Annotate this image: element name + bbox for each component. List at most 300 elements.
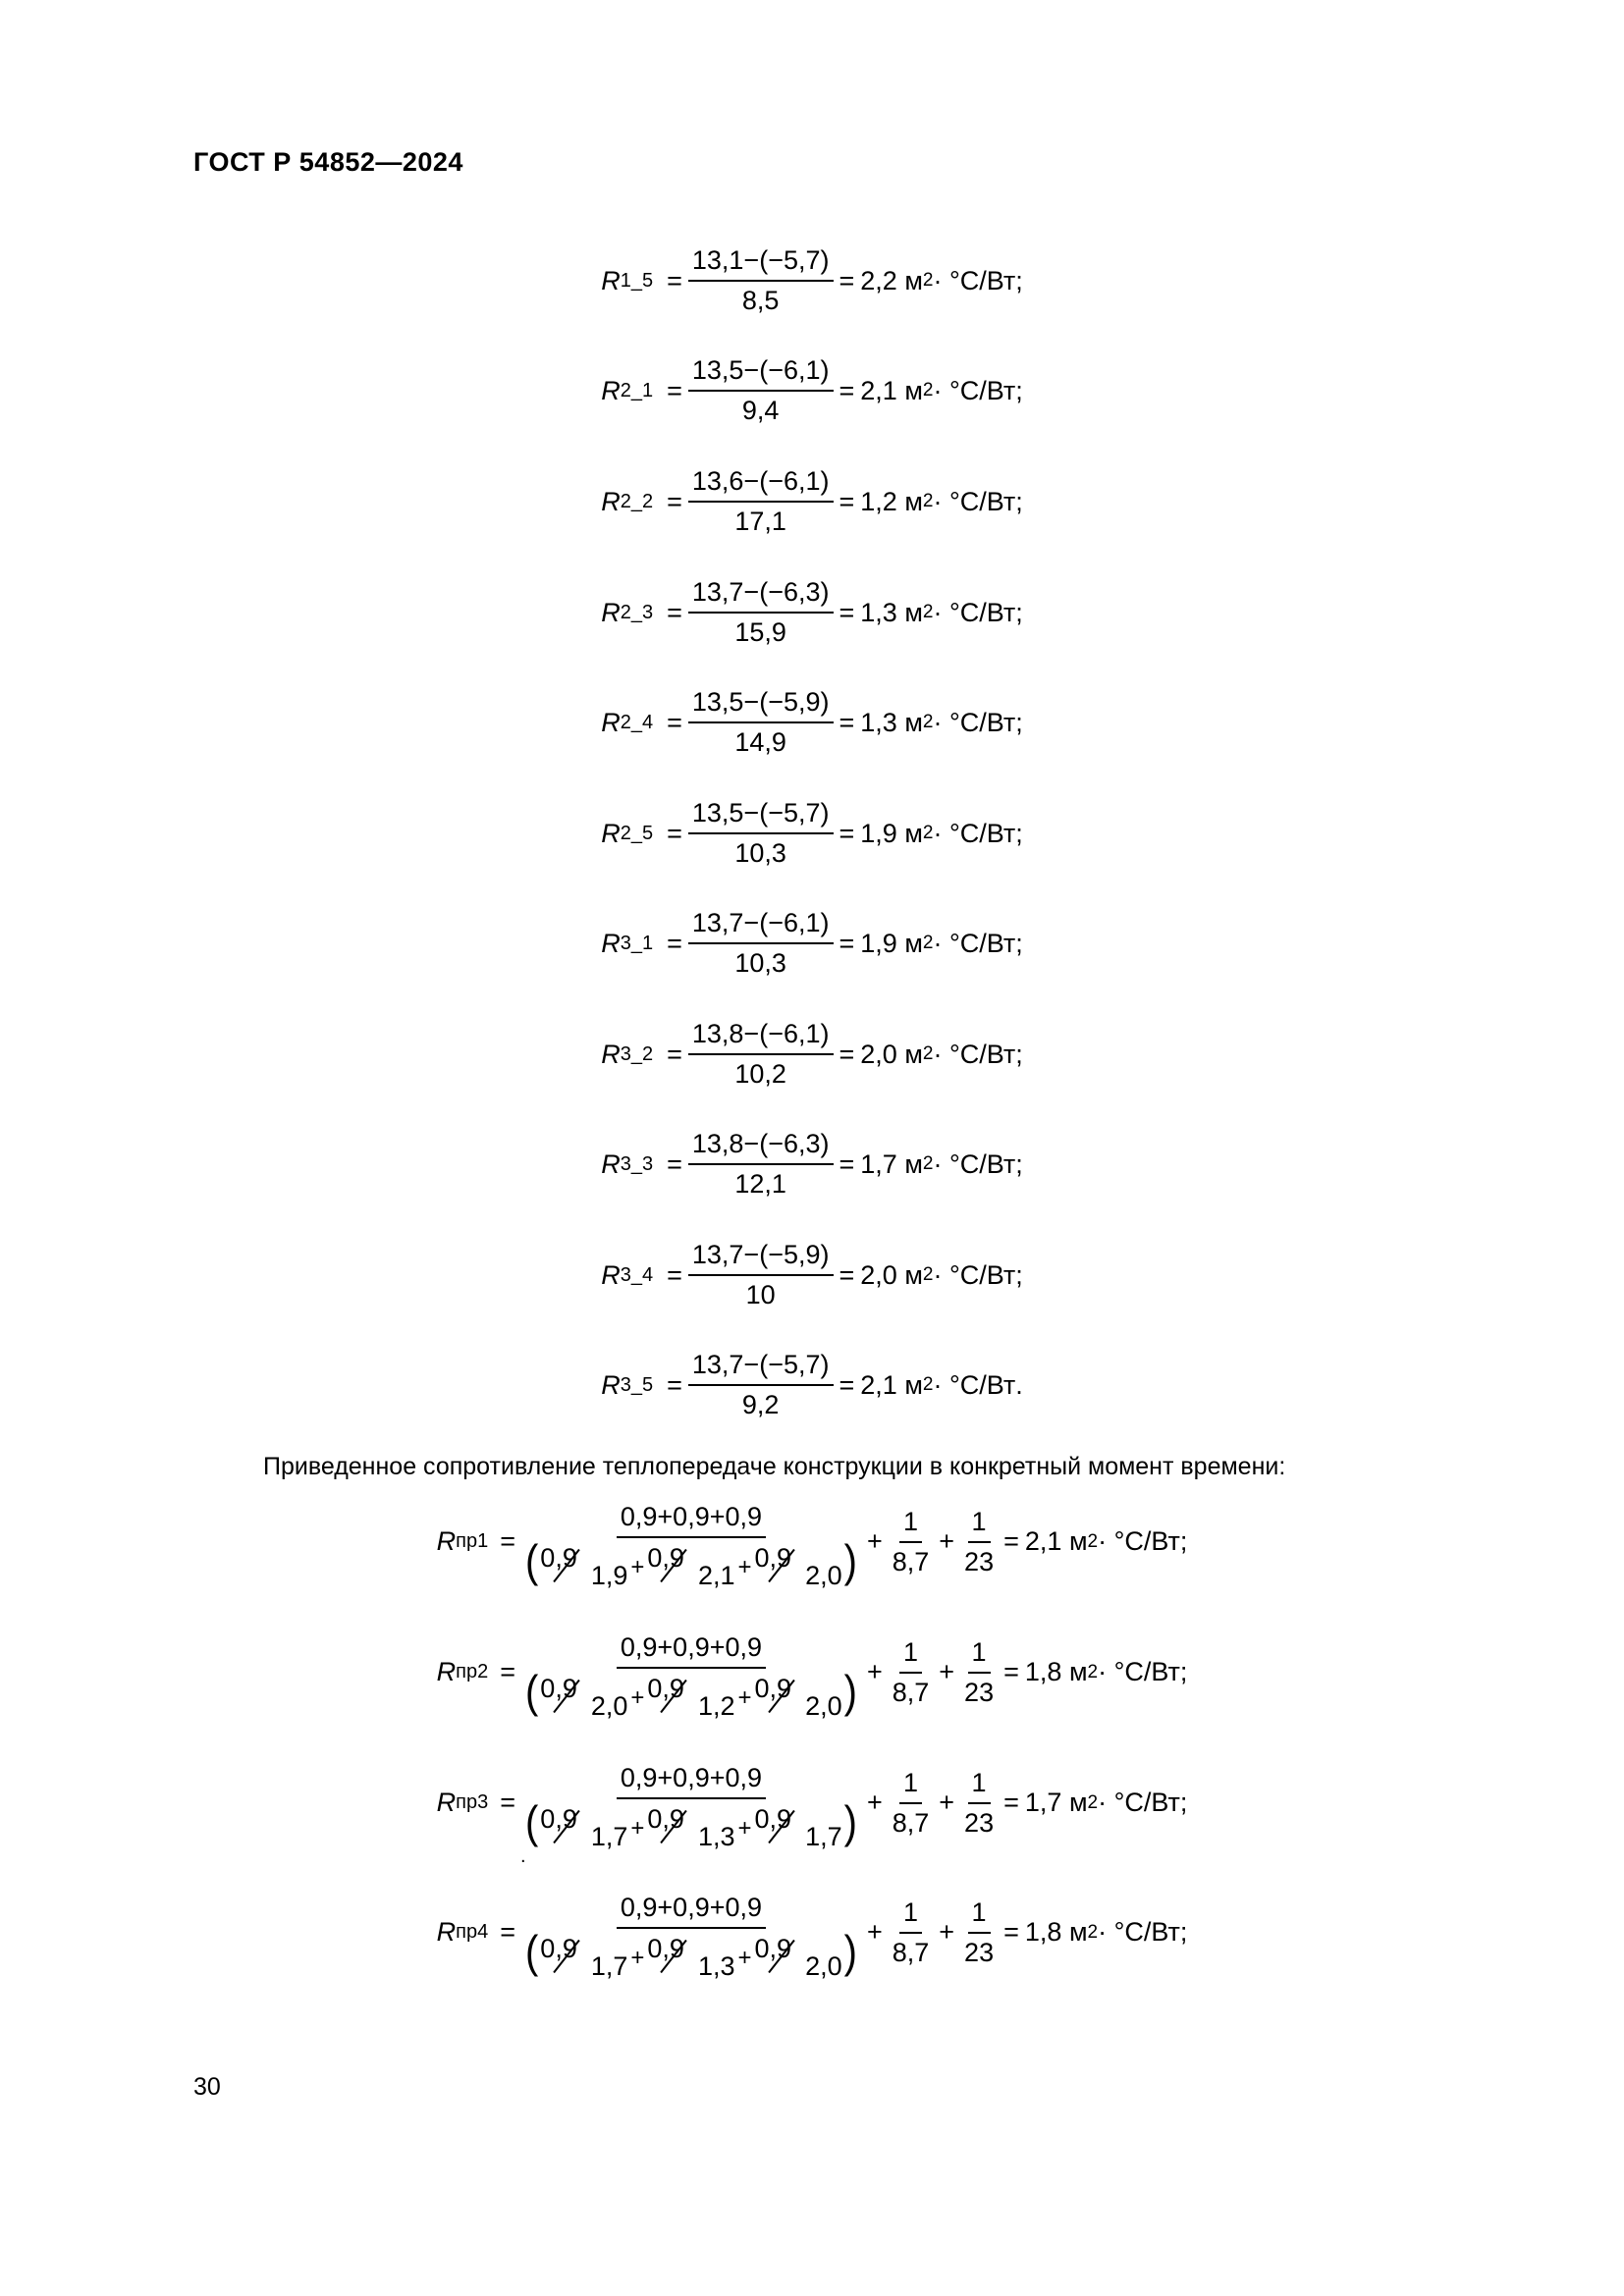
outer-temp: (−6,1) — [759, 466, 830, 496]
unit — [904, 929, 1015, 959]
unit-suffix: · °С/Вт — [933, 1039, 1016, 1069]
unit-suffix: · °С/Вт — [933, 597, 1016, 627]
unit-prefix: м — [904, 375, 923, 405]
equation-row — [0, 1019, 1624, 1090]
slash-denominator: 1,7 — [590, 1822, 628, 1851]
minus-sign: − — [743, 687, 760, 717]
fraction-numerator: 1 — [899, 1507, 922, 1543]
equation-row — [0, 355, 1624, 426]
equals-sign: = — [667, 928, 682, 958]
denominator: 9,4 — [741, 396, 780, 425]
numerator — [688, 798, 834, 834]
terminator: ; — [1015, 707, 1023, 737]
unit-suffix: · °С/Вт — [933, 265, 1016, 295]
r-subscript: пр2 — [456, 1661, 489, 1682]
unit-suffix: · °С/Вт — [933, 1369, 1016, 1400]
fraction-numerator: 1 — [968, 1507, 991, 1543]
r-subscript: пр3 — [456, 1791, 489, 1813]
minus-sign: − — [743, 466, 760, 496]
fraction — [688, 798, 834, 869]
slash-numerator: 0,9 — [754, 1543, 792, 1573]
equals-sign: = — [839, 1369, 855, 1400]
equals-sign: = — [667, 1259, 682, 1290]
terminator: ; — [1015, 1148, 1023, 1179]
result-value: 2,1 — [1024, 1526, 1062, 1556]
numerator — [688, 1240, 834, 1276]
outer-temp: (−6,1) — [759, 1019, 830, 1048]
unit-prefix: м — [904, 597, 923, 627]
reduced-equation-row — [0, 1502, 1624, 1590]
fraction-denominator: 23 — [964, 1677, 995, 1707]
numerator — [688, 687, 834, 723]
result-value: 2,0 — [860, 1259, 897, 1290]
slash-fraction — [753, 1543, 844, 1590]
minus-sign: − — [743, 1240, 760, 1269]
unit — [904, 376, 1015, 406]
equation-lhs — [601, 266, 653, 296]
equals-sign: = — [839, 1259, 855, 1290]
equals-sign: = — [667, 707, 682, 737]
result-value: 1,9 — [860, 818, 897, 848]
unit-prefix: м — [904, 1039, 923, 1069]
plus-sign: + — [630, 1815, 645, 1842]
r-symbol: R — [436, 1526, 457, 1556]
unit-suffix: · °С/Вт — [1098, 1526, 1180, 1556]
r-subscript: 3_3 — [620, 1152, 654, 1175]
unit — [904, 1149, 1015, 1180]
equals-sign: = — [839, 486, 855, 516]
inner-temp: 13,7 — [691, 577, 744, 607]
terminator: ; — [1015, 597, 1023, 627]
terminator: ; — [1015, 1039, 1023, 1069]
result-value: 1,9 — [860, 928, 897, 958]
denominator: 10,2 — [734, 1059, 786, 1089]
r-subscript: 3_5 — [620, 1373, 654, 1396]
right-paren: ) — [843, 1797, 857, 1848]
plus-sign: + — [630, 1554, 645, 1580]
r-symbol: R — [436, 1917, 457, 1947]
result-value: 1,3 — [860, 597, 897, 627]
unit-exponent: 2 — [922, 1264, 934, 1285]
unit-suffix: · °С/Вт — [933, 928, 1016, 958]
r-subscript: 2_4 — [620, 711, 654, 733]
equals-sign: = — [839, 818, 855, 848]
terminator: ; — [1015, 486, 1023, 516]
spacer — [897, 487, 905, 517]
r-symbol: R — [601, 486, 621, 516]
result-value: 1,7 — [860, 1148, 897, 1179]
plus-sign: + — [939, 1788, 955, 1817]
main-fraction — [521, 1763, 861, 1851]
unit-exponent: 2 — [1087, 1921, 1099, 1943]
equation-lhs — [601, 1370, 653, 1401]
denominator: 12,1 — [734, 1169, 786, 1199]
unit — [904, 1040, 1015, 1070]
left-paren: ( — [524, 1927, 539, 1978]
outer-temp: (−6,1) — [759, 908, 830, 937]
outer-surface-fraction — [960, 1768, 998, 1839]
slash-numerator: 0,9 — [647, 1804, 684, 1834]
unit — [1069, 1526, 1180, 1557]
fraction — [688, 1129, 834, 1200]
unit-prefix: м — [1068, 1788, 1088, 1817]
fraction — [688, 245, 834, 316]
r-symbol: R — [601, 1259, 621, 1290]
fraction-denominator: 8,7 — [892, 1546, 930, 1576]
fraction — [688, 1019, 834, 1090]
r-symbol: R — [601, 818, 621, 848]
equation-row — [0, 1129, 1624, 1200]
unit — [1069, 1917, 1180, 1948]
equation-row — [0, 908, 1624, 979]
slash-fraction — [753, 1804, 844, 1851]
reduced-equation-row — [0, 1632, 1624, 1721]
outer-temp: (−5,7) — [759, 798, 830, 828]
spacer — [897, 708, 905, 738]
minus-sign: − — [743, 245, 760, 275]
plus-sign: + — [939, 1657, 955, 1686]
inner-temp: 13,5 — [691, 687, 744, 717]
r-subscript: 2_5 — [620, 822, 654, 844]
outer-temp: (−6,1) — [759, 355, 830, 385]
outer-surface-fraction — [960, 1507, 998, 1577]
denominator: 14,9 — [734, 727, 786, 757]
equation-row — [0, 245, 1624, 316]
inner-temp: 13,7 — [691, 1350, 744, 1379]
equals-sign: = — [667, 375, 682, 405]
slash-denominator: 2,0 — [805, 1691, 842, 1721]
unit-exponent: 2 — [1087, 1791, 1099, 1813]
unit — [904, 266, 1015, 296]
unit — [904, 487, 1015, 517]
equals-sign: = — [1003, 1657, 1019, 1686]
slash-fraction — [645, 1804, 736, 1851]
spacer — [897, 1040, 905, 1070]
denominator: 17,1 — [734, 507, 786, 536]
unit-suffix: · °С/Вт — [1098, 1788, 1180, 1817]
slash-denominator: 1,3 — [697, 1951, 735, 1981]
result-value: 1,8 — [1024, 1657, 1062, 1686]
result-value: 2,1 — [860, 1369, 897, 1400]
equals-sign: = — [839, 1039, 855, 1069]
plus-sign: + — [630, 1684, 645, 1711]
fraction — [688, 687, 834, 758]
left-paren: ( — [524, 1667, 539, 1718]
terminator: ; — [1015, 928, 1023, 958]
fraction — [688, 466, 834, 537]
inner-temp: 13,7 — [691, 1240, 744, 1269]
plus-sign: + — [866, 1657, 883, 1686]
main-denominator — [521, 1536, 861, 1590]
unit-suffix: · °С/Вт — [933, 375, 1016, 405]
main-fraction — [521, 1502, 861, 1590]
unit — [1069, 1657, 1180, 1687]
slash-denominator: 2,0 — [805, 1561, 842, 1590]
r-subscript: пр4 — [456, 1921, 489, 1943]
plus-sign: + — [939, 1526, 955, 1556]
r-subscript: 2_2 — [620, 490, 654, 512]
unit-suffix: · °С/Вт — [1098, 1917, 1180, 1947]
r-symbol: R — [436, 1657, 457, 1686]
unit-suffix: · °С/Вт — [933, 486, 1016, 516]
reduced-equation-row — [0, 1763, 1624, 1851]
document-header: ГОСТ Р 54852—2024 — [193, 147, 463, 177]
reduced-equation-row — [0, 1893, 1624, 1981]
outer-temp: (−5,7) — [759, 245, 830, 275]
equation-lhs — [601, 1040, 653, 1070]
terminator: ; — [1179, 1788, 1188, 1817]
minus-sign: − — [743, 798, 760, 828]
plus-sign: + — [737, 1815, 752, 1842]
slash-fraction — [645, 1674, 736, 1721]
unit — [904, 1370, 1015, 1401]
equation-row — [0, 798, 1624, 869]
terminator: ; — [1179, 1657, 1188, 1686]
unit — [904, 598, 1015, 628]
fraction-denominator: 23 — [964, 1937, 995, 1967]
result-value: 2,2 — [860, 265, 897, 295]
spacer — [1061, 1657, 1069, 1687]
equals-sign: = — [500, 1526, 515, 1556]
terminator: ; — [1179, 1917, 1188, 1947]
fraction — [688, 1350, 834, 1420]
unit-exponent: 2 — [922, 1153, 934, 1174]
inner-temp: 13,8 — [691, 1019, 744, 1048]
slash-numerator: 0,9 — [647, 1934, 684, 1963]
equation-lhs — [601, 1149, 653, 1180]
unit-exponent: 2 — [922, 823, 934, 843]
page-number: 30 — [193, 2073, 221, 2101]
fraction-denominator: 23 — [964, 1546, 995, 1576]
spacer — [897, 929, 905, 959]
minus-sign: − — [743, 908, 760, 937]
unit-prefix: м — [904, 1148, 923, 1179]
unit-prefix: м — [904, 486, 923, 516]
unit-prefix: м — [904, 928, 923, 958]
fraction-numerator: 1 — [968, 1637, 991, 1674]
slash-denominator: 2,0 — [805, 1951, 842, 1981]
inner-temp: 13,1 — [691, 245, 744, 275]
unit-prefix: м — [1068, 1526, 1088, 1556]
equals-sign: = — [839, 707, 855, 737]
fraction-numerator: 1 — [899, 1897, 922, 1934]
unit-prefix: м — [904, 265, 923, 295]
fraction-numerator: 1 — [968, 1897, 991, 1934]
equals-sign: = — [667, 1369, 682, 1400]
slash-denominator: 1,3 — [697, 1822, 735, 1851]
equation-lhs — [601, 929, 653, 959]
r-subscript: 3_1 — [620, 932, 654, 954]
numerator — [688, 245, 834, 282]
unit-exponent: 2 — [922, 270, 934, 291]
r-symbol: R — [436, 1788, 457, 1817]
r-symbol: R — [601, 1039, 621, 1069]
fraction — [688, 908, 834, 979]
left-paren: ( — [524, 1536, 539, 1587]
r-subscript: 3_4 — [620, 1263, 654, 1286]
unit-prefix: м — [1068, 1917, 1088, 1947]
unit-suffix: · °С/Вт — [933, 818, 1016, 848]
main-denominator — [521, 1667, 861, 1721]
equals-sign: = — [667, 818, 682, 848]
numerator — [688, 1350, 834, 1386]
spacer — [1061, 1788, 1069, 1818]
slash-denominator: 2,1 — [697, 1561, 735, 1590]
r-symbol: R — [601, 1148, 621, 1179]
main-numerator: 0,9+0,9+0,9 — [617, 1502, 766, 1538]
numerator — [688, 355, 834, 392]
outer-temp: (−5,9) — [759, 687, 830, 717]
unit-exponent: 2 — [922, 933, 934, 953]
slash-numerator: 0,9 — [754, 1934, 792, 1963]
intro-paragraph: Приведенное сопротивление теплопередаче конструкции в конкретный момент времени: — [263, 1453, 1286, 1480]
inner-surface-fraction — [889, 1897, 934, 1968]
spacer — [897, 266, 905, 296]
r-symbol: R — [601, 1369, 621, 1400]
denominator: 10,3 — [734, 838, 786, 868]
r-symbol: R — [601, 265, 621, 295]
terminator: ; — [1015, 1259, 1023, 1290]
numerator — [688, 466, 834, 503]
unit-prefix: м — [1068, 1657, 1088, 1686]
equals-sign: = — [839, 375, 855, 405]
r-subscript: 1_5 — [620, 269, 654, 292]
terminator: . — [1015, 1369, 1023, 1400]
unit-exponent: 2 — [922, 491, 934, 511]
slash-denominator: 1,9 — [590, 1561, 628, 1590]
spacer — [1061, 1526, 1069, 1557]
equals-sign: = — [1003, 1917, 1019, 1947]
fraction — [688, 577, 834, 648]
slash-numerator: 0,9 — [540, 1543, 577, 1573]
unit-exponent: 2 — [922, 1374, 934, 1395]
denominator: 8,5 — [741, 286, 780, 315]
slash-fraction — [645, 1543, 736, 1590]
terminator: ; — [1179, 1526, 1188, 1556]
slash-fraction — [538, 1934, 629, 1981]
equation-lhs — [601, 708, 653, 738]
r-subscript: 3_2 — [620, 1042, 654, 1065]
equation-row — [0, 1350, 1624, 1420]
inner-surface-fraction — [889, 1768, 934, 1839]
inner-temp: 13,7 — [691, 908, 744, 937]
equals-sign: = — [667, 1148, 682, 1179]
unit-exponent: 2 — [922, 1043, 934, 1064]
fraction-numerator: 1 — [968, 1768, 991, 1804]
slash-denominator: 1,2 — [697, 1691, 735, 1721]
plus-sign: + — [866, 1526, 883, 1556]
unit-prefix: м — [904, 1369, 923, 1400]
fraction-denominator: 23 — [964, 1807, 995, 1838]
slash-fraction — [538, 1543, 629, 1590]
main-fraction — [521, 1632, 861, 1721]
plus-sign: + — [866, 1917, 883, 1947]
unit-exponent: 2 — [922, 380, 934, 400]
r-subscript: 2_1 — [620, 379, 654, 401]
inner-surface-fraction — [889, 1637, 934, 1708]
outer-temp: (−6,3) — [759, 1129, 830, 1158]
right-paren: ) — [843, 1927, 857, 1978]
main-denominator — [521, 1797, 861, 1851]
equals-sign: = — [839, 265, 855, 295]
denominator: 10 — [745, 1280, 776, 1309]
result-value: 2,1 — [860, 375, 897, 405]
slash-numerator: 0,9 — [754, 1804, 792, 1834]
slash-denominator: 1,7 — [805, 1822, 842, 1851]
unit-exponent: 2 — [922, 712, 934, 732]
unit-exponent: 2 — [1087, 1661, 1099, 1682]
plus-sign: + — [737, 1684, 752, 1711]
fraction-denominator: 8,7 — [892, 1677, 930, 1707]
numerator — [688, 908, 834, 944]
outer-temp: (−5,9) — [759, 1240, 830, 1269]
equals-sign: = — [500, 1788, 515, 1817]
result-value: 1,2 — [860, 486, 897, 516]
result-value: 2,0 — [860, 1039, 897, 1069]
main-fraction — [521, 1893, 861, 1981]
equals-sign: = — [839, 928, 855, 958]
equals-sign: = — [667, 1039, 682, 1069]
slash-numerator: 0,9 — [647, 1674, 684, 1703]
fraction-denominator: 8,7 — [892, 1807, 930, 1838]
spacer — [897, 1260, 905, 1291]
right-paren: ) — [843, 1667, 857, 1718]
r-symbol: R — [601, 375, 621, 405]
fraction-denominator: 8,7 — [892, 1937, 930, 1967]
plus-sign: + — [866, 1788, 883, 1817]
main-numerator: 0,9+0,9+0,9 — [617, 1763, 766, 1799]
equation-lhs — [601, 598, 653, 628]
unit-suffix: · °С/Вт — [1098, 1657, 1180, 1686]
fraction-numerator: 1 — [899, 1768, 922, 1804]
minus-sign: − — [743, 355, 760, 385]
unit — [1069, 1788, 1180, 1818]
equals-sign: = — [839, 597, 855, 627]
equals-sign: = — [500, 1917, 515, 1947]
slash-numerator: 0,9 — [540, 1674, 577, 1703]
equation-row — [0, 466, 1624, 537]
inner-temp: 13,5 — [691, 798, 744, 828]
denominator: 9,2 — [741, 1390, 780, 1419]
spacer — [897, 1149, 905, 1180]
fraction-numerator: 1 — [899, 1637, 922, 1674]
main-numerator: 0,9+0,9+0,9 — [617, 1893, 766, 1929]
slash-numerator: 0,9 — [540, 1804, 577, 1834]
denominator: 10,3 — [734, 948, 786, 978]
outer-temp: (−6,3) — [759, 577, 830, 607]
equation-row — [0, 687, 1624, 758]
result-value: 1,8 — [1024, 1917, 1062, 1947]
outer-surface-fraction — [960, 1897, 998, 1968]
slash-numerator: 0,9 — [540, 1934, 577, 1963]
equation-lhs — [601, 487, 653, 517]
plus-sign: + — [737, 1554, 752, 1580]
unit-prefix: м — [904, 818, 923, 848]
equals-sign: = — [667, 486, 682, 516]
spacer — [1061, 1917, 1069, 1948]
slash-numerator: 0,9 — [754, 1674, 792, 1703]
terminator: ; — [1015, 375, 1023, 405]
r-subscript: 2_3 — [620, 601, 654, 623]
inner-temp: 13,5 — [691, 355, 744, 385]
equals-sign: = — [1003, 1788, 1019, 1817]
r-symbol: R — [601, 707, 621, 737]
spacer — [897, 376, 905, 406]
outer-temp: (−5,7) — [759, 1350, 830, 1379]
numerator — [688, 1129, 834, 1165]
unit-suffix: · °С/Вт — [933, 707, 1016, 737]
slash-fraction — [538, 1804, 629, 1851]
